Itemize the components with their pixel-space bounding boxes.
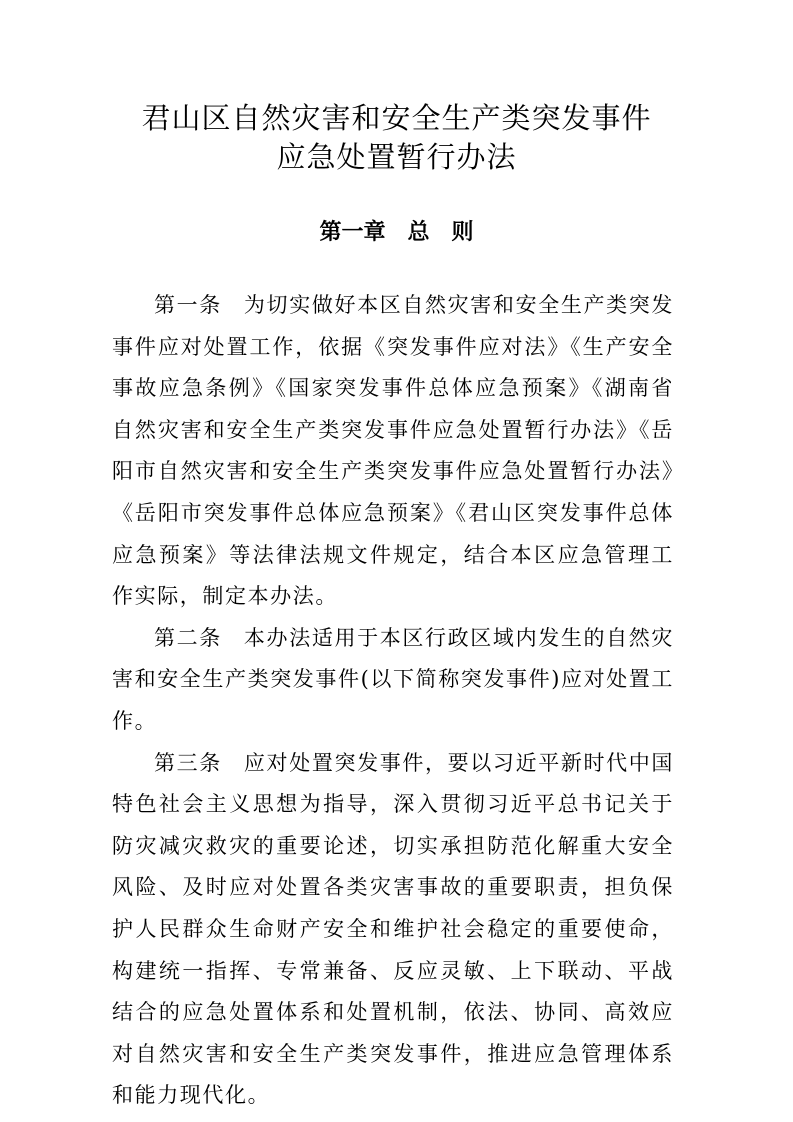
chapter-number: 第一章 [319,220,386,245]
chapter-name: 总 则 [407,220,474,245]
document-body [112,285,674,1117]
article-number: 第三条 [154,750,222,775]
chapter-heading [0,218,793,248]
article-number: 第一条 [154,293,222,317]
document-title-line-2: 应急处置暂行办法 [276,140,517,174]
article-text: 为切实做好本区自然灾害和安全生产类突发事件应对处置工作，依据《突发事件应对法》《生产安全事故应急条例》《国家突发事件总体应急预案》《湖南省自然灾害和安全生产类突发事件应急处置暂行办法》《岳阳市自然灾害和安全生产类突发事件应急处置暂行办法》《岳阳市突发事件总体应急预案》《君山区突发事件总体应急预案》等法律法规文件规定，结合本区应急管理工作实际，制定本办法。 [112,293,674,609]
article-2 [112,618,674,743]
article-text: 应对处置突发事件，要以习近平新时代中国特色社会主义思想为指导，深入贯彻习近平总书记关于防灾减灾救灾的重要论述，切实承担防范化解重大安全风险、及时应对处置各类灾害事故的重要职责，担负保护人民群众生命财产安全和维护社会稳定的重要使命，构建统一指挥、专常兼备、反应灵敏、上下联动、平战结合的应急处置体系和处置机制，依法、协同、高效应对自然灾害和安全生产类突发事件，推进应急管理体系和能力现代化。 [112,750,674,1108]
article-number: 第二条 [154,625,222,650]
article-text: 本办法适用于本区行政区域内发生的自然灾害和安全生产类突发事件(以下简称突发事件)应对处置工作。 [112,625,674,733]
article-1 [112,285,674,618]
article-3 [112,743,674,1117]
document-title-line-1: 君山区自然灾害和安全生产类突发事件 [141,101,652,135]
